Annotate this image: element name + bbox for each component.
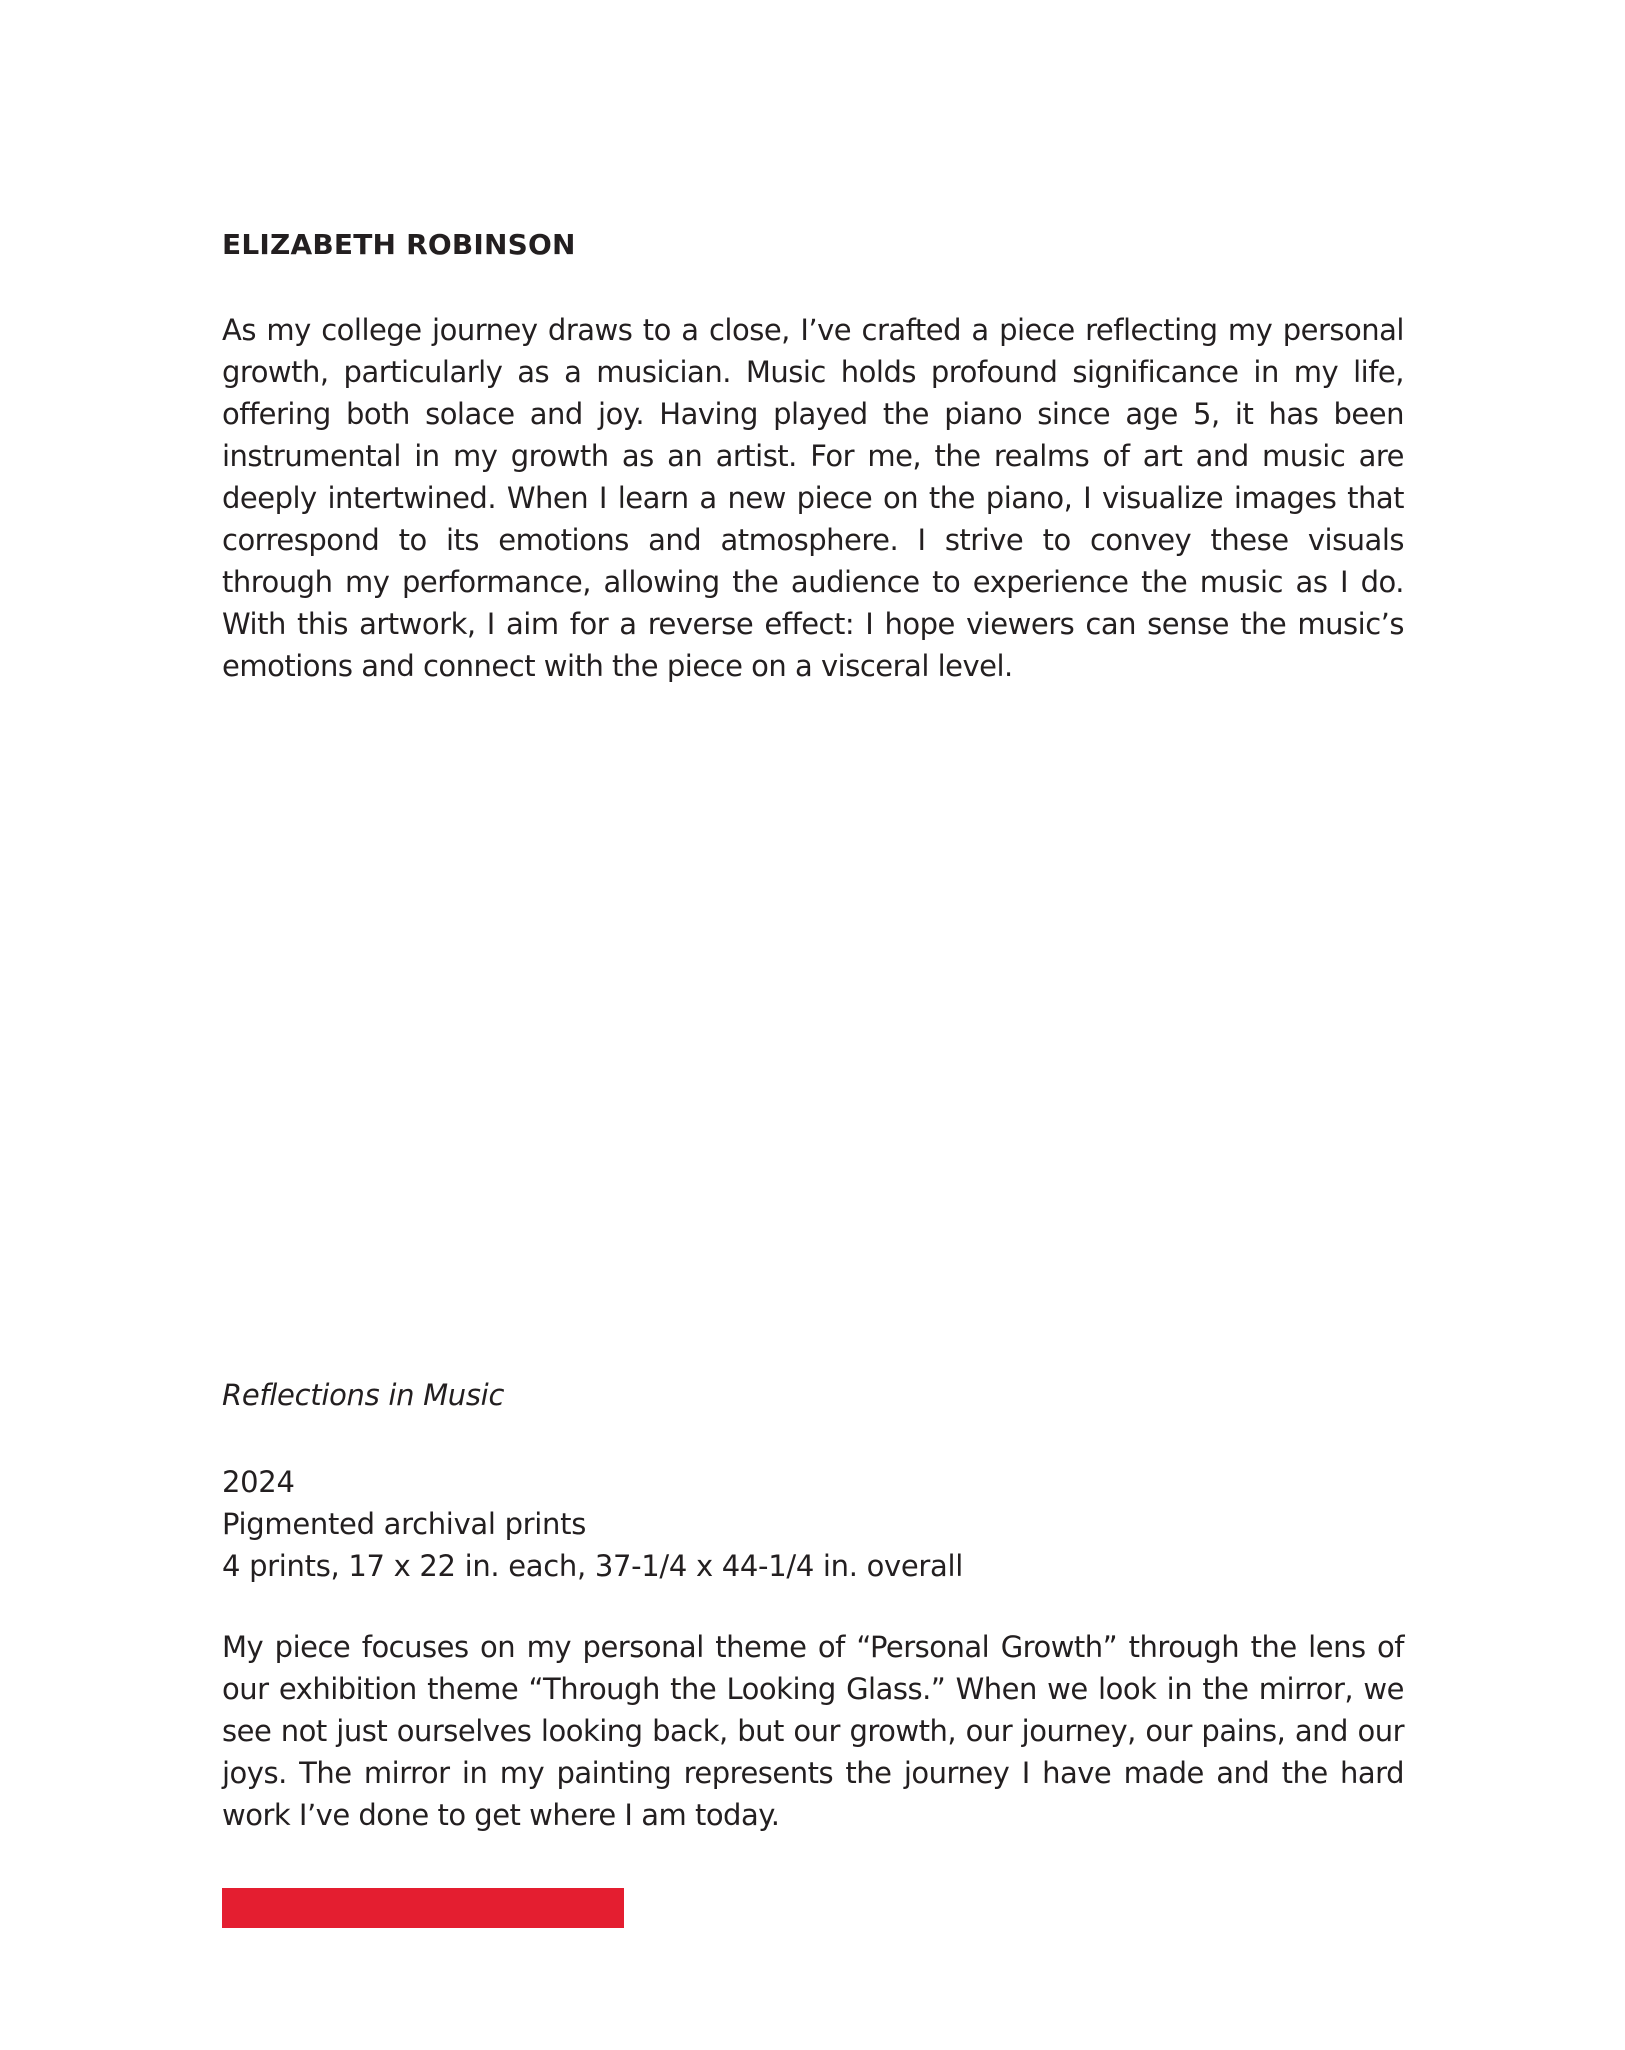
artist-statement: As my college journey draws to a close, I’ve crafted a piece reflecting my personal growth, particularly as a musician. Music holds profound significance in my life, offering both solace and joy. Having played the piano since age 5, it has been instrumental in my growth as an artist. For me, the realms of art and music are deeply intertwined. When I learn a new piece on the piano, I visualize images that correspond to its emotions and atmosphere. I strive to convey these visuals through my performance, allowing the audience to experience the music as I do. With this artwork, I aim for a reverse effect: I hope viewers can sense the music’s emotions and connect with the piece on a visceral level. xyxy=(222,313,1404,683)
work-description: My piece focuses on my personal theme of “Personal Growth” through the lens of our exhibition theme “Through the Looking Glass.” When we look in the mirror, we see not just ourselves looking back, but our growth, our journey, our pains, and our joys. The mirror in my painting represents the journey I have made and the hard work I’ve done to get where I am today. xyxy=(222,1630,1404,1832)
work-year: 2024 xyxy=(222,1465,295,1499)
work-dimensions: 4 prints, 17 x 22 in. each, 37-1/4 x 44-1/4 in. overall xyxy=(222,1549,964,1583)
work-medium: Pigmented archival prints xyxy=(222,1507,587,1541)
work-title: Reflections in Music xyxy=(222,1378,505,1412)
artist-name: ELIZABETH ROBINSON xyxy=(222,228,576,261)
work-details xyxy=(222,1461,963,1587)
accent-bar xyxy=(222,1888,624,1928)
